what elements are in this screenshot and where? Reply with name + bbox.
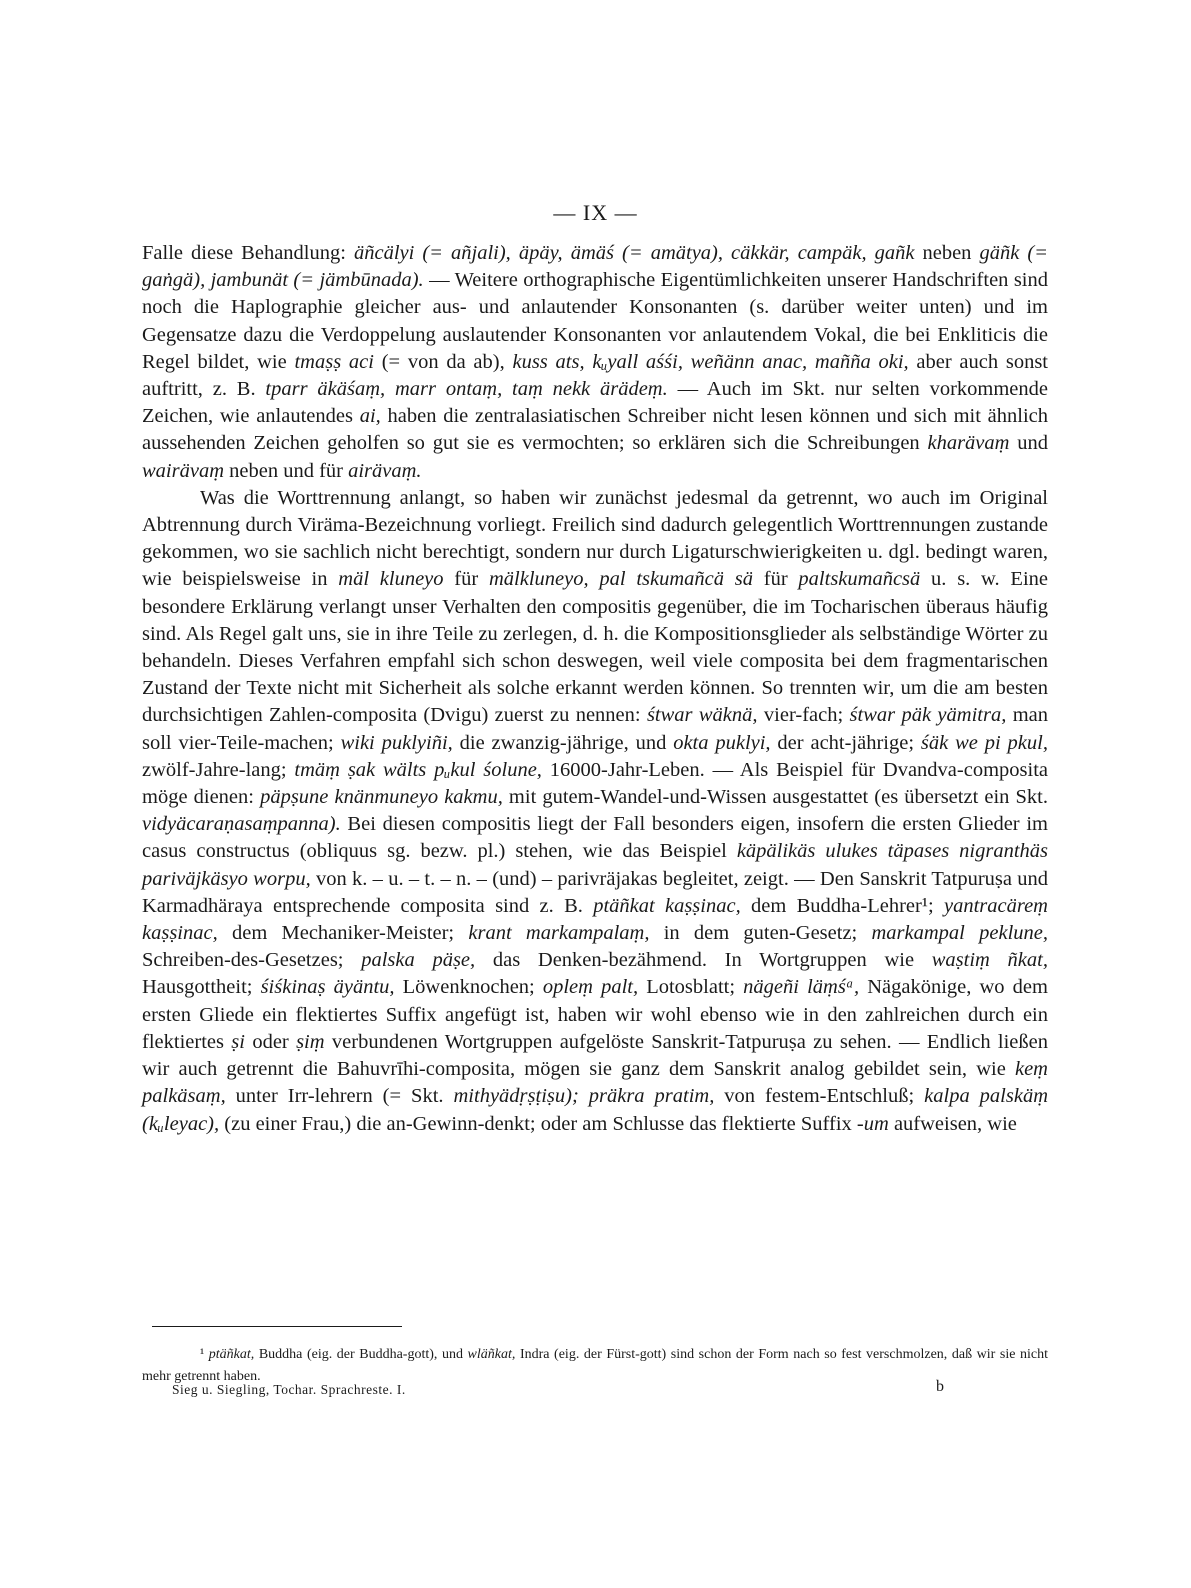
italic-term: tmaṣṣ aci — [294, 350, 374, 373]
text-run: u. s. w. Eine besondere Erklärung verlangt unser Verhalten den compositis gegenüber, die im Tocharischen überaus häufig sind. Als Regel galt uns, sie in ihre Teile zu zerlegen, d. h. die Kompositionsglieder als selbständige Wörter zu behandeln. Dieses Verfahren empfahl sich schon deswegen, weil viele composita bei dem fragmentarischen Zustand der Texte nicht mit Sicherheit als solche erkannt werden können. So trennten wir, um die am besten durchsichtigen Zahlen-composita (Dvigu) zuerst zu nennen: — [142, 568, 1048, 727]
italic-term: wairävaṃ — [142, 459, 224, 482]
italic-term: śiśkinaṣ äyäntu, — [260, 976, 395, 999]
italic-term: päpṣune knänmuneyo kakmu, — [260, 786, 503, 809]
body-text — [142, 240, 1048, 1138]
text-run: die zwanzig-jährige, und — [452, 731, 674, 754]
paragraph-2 — [142, 485, 1048, 1138]
text-run: — Auch im Skt. nur selten vorkommende Zeichen, wie anlautendes — [142, 378, 1048, 428]
italic-term: tparr äkäśaṃ, marr ontaṃ, taṃ nekk ärädeṃ. — [265, 378, 668, 401]
text-run: Nägakönige, wo dem ersten Gliede ein flektiertes Suffix angefügt ist, haben wir wohl ebenso wie in den zahlreichen durch ein flektiertes — [142, 976, 1048, 1053]
text-run: neben und für — [224, 459, 349, 482]
italic-term: wiki puklyiñi, — [340, 731, 453, 754]
gathering-letter: b — [936, 1378, 944, 1395]
italic-term: tmäṃ ṣak wälts pᵤkul śolune, — [294, 758, 542, 781]
text-run: unter Irr-lehrern (= Skt. — [225, 1085, 454, 1108]
italic-term: palska päṣe, — [361, 949, 476, 972]
text-run: neben — [914, 242, 980, 264]
italic-term: airävaṃ. — [348, 459, 422, 482]
text-run: Löwenknochen; — [394, 976, 543, 999]
italic-term: okta puklyi, — [673, 731, 771, 754]
text-run: Was die Worttrennung anlangt, so haben wir zunächst jedesmal da getrennt, wo auch im Original Abtrennung durch Viräma-Bezeichnung vorliegt. Freilich sind dadurch gelegentlich Worttrennungen zustande gekommen, wo sie sachlich nicht berechtigt, sondern nur durch Ligaturschwierigkeiten u. dgl. bedingt waren, wie beispielsweise in — [142, 486, 1048, 591]
text-run: vier-fach; — [757, 704, 850, 727]
italic-term: śäk we pi pkul, — [920, 731, 1048, 754]
italic-term: kharävaṃ — [927, 432, 1010, 455]
italic-term: ai, — [359, 405, 381, 428]
italic-term: śtwar päk yämitra, — [849, 704, 1007, 727]
italic-term: paltskumañcsä — [798, 568, 921, 591]
text-run: der acht-jährige; — [770, 731, 921, 754]
text-run: das Denken-bezähmend. In Wortgruppen wie — [475, 949, 932, 972]
italic-term: keṃ palkäsaṃ, — [142, 1058, 1048, 1108]
text-run: ¹ — [200, 1347, 209, 1362]
italic-term: ṣi — [231, 1030, 245, 1053]
text-run: Indra (eig. der Fürst-gott) sind schon der Form nach so fest verschmolzen, daß wir sie nicht mehr getrennt haben. — [142, 1347, 1048, 1384]
footnote-divider — [152, 1326, 402, 1327]
italic-term: markampal peklune, — [871, 922, 1048, 945]
italic-term: -um — [856, 1112, 889, 1135]
italic-term: gäñk (= gaṅgä), jambunät (= jämbūnada). — [142, 242, 1049, 292]
text-run: und — [1009, 432, 1049, 455]
italic-term: opleṃ palt, — [542, 976, 639, 999]
text-run: Hausgottheit; — [142, 976, 261, 999]
italic-term: śtwar wäknä, — [646, 704, 758, 727]
italic-term: wläñkat, — [467, 1347, 516, 1362]
italic-term: ptäñkat kaṣṣinac, — [593, 894, 741, 917]
text-run: Bei diesen compositis liegt der Fall besonders eigen, insofern die ersten Glieder im casus constructus (obliquus sg. bezw. pl.) stehen, wie das Beispiel — [142, 813, 1048, 863]
italic-term: krant markampalaṃ, — [468, 922, 650, 945]
text-run: für — [752, 568, 799, 591]
text-run: haben die zentralasiatischen Schreiber nicht lesen können und sich mit ähnlich aussehenden Zeichen geholfen so gut sie es vermochten; so erklären sich die Schreibungen — [142, 405, 1048, 455]
italic-term: käpälikäs ulukes täpases nigranthäs pariväjkäsyo worpu, — [142, 840, 1048, 890]
text-run: für — [443, 568, 489, 591]
text-run: aufweisen, wie — [888, 1112, 1017, 1135]
text-run: Lotosblatt; — [638, 976, 744, 999]
italic-term: waṣtiṃ ñkat, — [931, 949, 1048, 972]
text-run: dem Buddha-Lehrer¹; — [740, 894, 944, 917]
italic-term: ṣiṃ — [296, 1030, 325, 1053]
text-run: in dem guten-Gesetz; — [649, 922, 872, 945]
paragraph-1 — [142, 240, 1048, 485]
italic-term: äñcälyi (= añjali), äpäy, ämäś (= amätya), cäkkär, campäk, gañk — [353, 242, 915, 264]
italic-term: yantracäreṃ kaṣṣinac, — [142, 894, 1048, 945]
text-run: Schreiben-des-Gesetzes; — [142, 949, 362, 972]
signature-mark: Sieg u. Siegling, Tochar. Sprachreste. I. — [172, 1382, 406, 1397]
italic-term: kalpa palskäṃ (kᵤleyac), — [142, 1085, 1049, 1135]
text-run: zwölf-Jahre-lang; — [142, 758, 295, 781]
text-run: Buddha (eig. der Buddha-gott), und — [254, 1347, 468, 1362]
text-run: man soll vier-Teile-machen; — [142, 704, 1048, 754]
page-number: — IX — — [553, 200, 638, 225]
text-run: von festem-Entschluß; — [714, 1085, 925, 1108]
italic-term: mälkluneyo, pal tskumañcä sä — [488, 568, 753, 591]
italic-term: ptäñkat, — [208, 1347, 255, 1362]
text-run: mit gutem-Wandel-und-Wissen ausgestattet (es übersetzt ein Skt. — [502, 786, 1048, 809]
italic-term: nägeñi läṃśᵃ, — [743, 976, 860, 999]
text-run: (zu einer Frau,) die an-Gewinn-denkt; oder am Schlusse das flektierte Suffix — [219, 1112, 857, 1135]
italic-term: mäl kluneyo — [338, 568, 444, 591]
italic-term: vidyäcaraṇasaṃpanna). — [142, 813, 341, 836]
text-run: aber auch sonst auftritt, z. B. — [142, 350, 1048, 401]
text-run: von k. – u. – t. – n. – (und) – parivräjakas begleitet, zeigt. — Den Sanskrit Tatpuruṣa und Karmadhäraya entsprechende composita sind z. B. — [142, 867, 1048, 917]
text-run: dem Mechaniker-Meister; — [217, 922, 469, 945]
text-run: Falle diese Behandlung: — [142, 242, 354, 264]
text-run: — Weitere orthographische Eigentümlichkeiten unserer Handschriften sind noch die Haplographie gleicher aus- und anlautender Konsonanten (s. darüber weiter unten) und im Gegensatze dazu die Verdoppelung auslautender Konsonanten vor anlautendem Vokal, die bei Enkliticis die Regel bildet, wie — [142, 269, 1048, 373]
text-run: verbundenen Wortgruppen aufgelöste Sanskrit-Tatpuruṣa zu sehen. — Endlich ließen wir auch getrennt die Bahuvrīhi-composita, mögen sie ganz dem Sanskrit analog gebildet sein, wie — [142, 1030, 1048, 1081]
text-run: 16000-Jahr-Leben. — Als Beispiel für Dvandva-composita möge dienen: — [142, 758, 1048, 809]
text-run: oder — [244, 1030, 297, 1053]
text-run: (= von da ab), — [373, 350, 513, 373]
italic-term: mithyädṛṣṭiṣu); präkra pratim, — [453, 1085, 715, 1108]
italic-term: kuss ats, kᵤyall aśśi, weñänn anac, mañña oki, — [512, 350, 909, 373]
